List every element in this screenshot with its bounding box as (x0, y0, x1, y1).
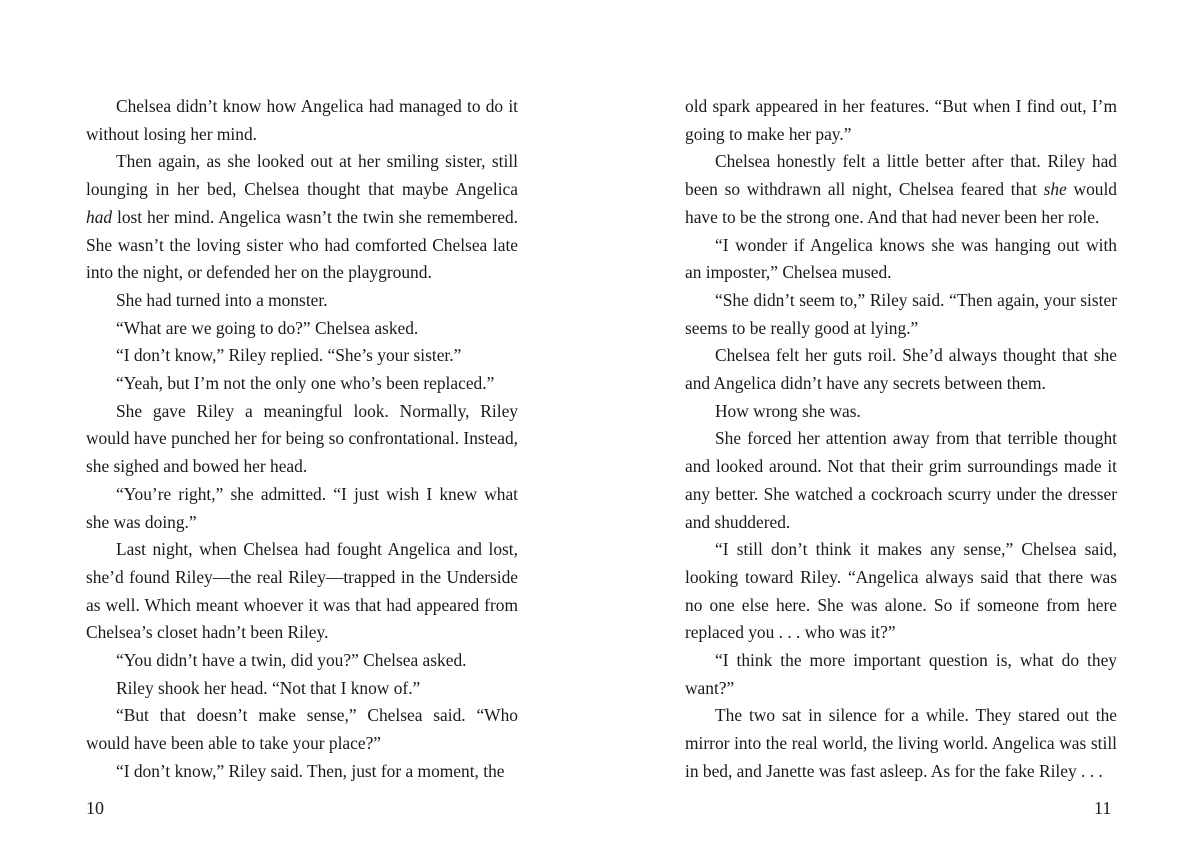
paragraph-text: She had turned into a monster. (116, 289, 328, 310)
emphasis-text: she (1043, 179, 1067, 200)
paragraph-text: Chelsea didn’t know how Angelica had managed to do it without losing her mind. (86, 96, 518, 144)
emphasis-text: had (86, 206, 113, 227)
paragraph (685, 536, 1117, 647)
paragraph-text: Chelsea felt her guts roil. She’d always thought that she and Angelica didn’t have any secrets between them. (685, 345, 1117, 394)
paragraph (86, 536, 518, 647)
paragraph-text: The two sat in silence for a while. They stared out the mirror into the real world, the living world. Angelica was still in bed, and Janette was fast asleep. As for the fake Riley . . . (685, 705, 1117, 781)
paragraph (86, 702, 518, 757)
left-page-text (86, 93, 518, 786)
paragraph (86, 342, 518, 370)
paragraph (86, 370, 518, 398)
paragraph (86, 675, 518, 703)
paragraph (86, 148, 518, 287)
paragraph (685, 232, 1117, 287)
right-page-number: 11 (1094, 798, 1112, 818)
paragraph-text: would have to be the strong one. And that had never been her role. (685, 179, 1117, 227)
left-page (86, 93, 518, 786)
paragraph-text: lost her mind. Angelica wasn’t the twin she remembered. She wasn’t the loving sister who had comforted Chelsea late into the night, or defended her on the playground. (86, 206, 518, 283)
paragraph-text: “What are we going to do?” Chelsea asked. (116, 317, 419, 338)
paragraph (685, 342, 1117, 397)
paragraph-text: “She didn’t seem to,” Riley said. “Then again, your sister seems to be really good at lying.” (685, 289, 1117, 338)
paragraph-text: “I still don’t think it makes any sense,” Chelsea said, looking toward Riley. “Angelica always said that there was no one else here. She was alone. So if someone from here replaced you . . . who was it?” (685, 539, 1117, 643)
paragraph-text: “You’re right,” she admitted. “I just wish I knew what she was doing.” (86, 483, 518, 532)
paragraph-text: “I don’t know,” Riley said. Then, just for a moment, the (116, 760, 505, 781)
paragraph-text: How wrong she was. (715, 400, 861, 421)
paragraph (86, 287, 518, 315)
paragraph (685, 148, 1117, 231)
paragraph-text: Riley shook her head. “Not that I know of.” (116, 677, 421, 698)
paragraph (685, 647, 1117, 702)
paragraph-text: “But that doesn’t make sense,” Chelsea said. “Who would have been able to take your place?” (86, 705, 518, 754)
paragraph (685, 702, 1117, 785)
paragraph-text: “I wonder if Angelica knows she was hanging out with an imposter,” Chelsea mused. (685, 234, 1117, 283)
left-page-number: 10 (86, 798, 104, 818)
paragraph (86, 481, 518, 536)
paragraph-text: Last night, when Chelsea had fought Angelica and lost, she’d found Riley—the real Riley—trapped in the Underside as well. Which meant whoever it was that had appeared from Chelsea’s closet hadn’t been Riley. (86, 539, 518, 643)
paragraph-text: She forced her attention away from that terrible thought and looked around. Not that their grim surroundings made it any better. She watched a cockroach scurry under the dresser and shuddered. (685, 428, 1117, 532)
paragraph-text: “I think the more important question is, what do they want?” (685, 650, 1117, 698)
paragraph (86, 647, 518, 675)
paragraph-text: “I don’t know,” Riley replied. “She’s your sister.” (116, 345, 462, 366)
paragraph (685, 287, 1117, 342)
paragraph-text: old spark appeared in her features. “But when I find out, I’m going to make her pay.” (685, 96, 1117, 144)
right-page (685, 93, 1117, 786)
paragraph (685, 93, 1117, 148)
paragraph (86, 398, 518, 481)
paragraph (86, 758, 518, 786)
paragraph (86, 93, 518, 148)
paragraph-text: Chelsea honestly felt a little better after that. Riley had been so withdrawn all night, Chelsea feared that (685, 151, 1117, 200)
paragraph-text: “Yeah, but I’m not the only one who’s been replaced.” (116, 373, 495, 394)
paragraph-text: “You didn’t have a twin, did you?” Chelsea asked. (116, 650, 467, 671)
paragraph-text: She gave Riley a meaningful look. Normally, Riley would have punched her for being so confrontational. Instead, she sighed and bowed her head. (86, 400, 518, 477)
paragraph (685, 398, 1117, 426)
right-page-text (685, 93, 1117, 786)
paragraph (86, 315, 518, 343)
paragraph-text: Then again, as she looked out at her smiling sister, still lounging in her bed, Chelsea thought that maybe Angelica (86, 151, 518, 200)
paragraph (685, 425, 1117, 536)
